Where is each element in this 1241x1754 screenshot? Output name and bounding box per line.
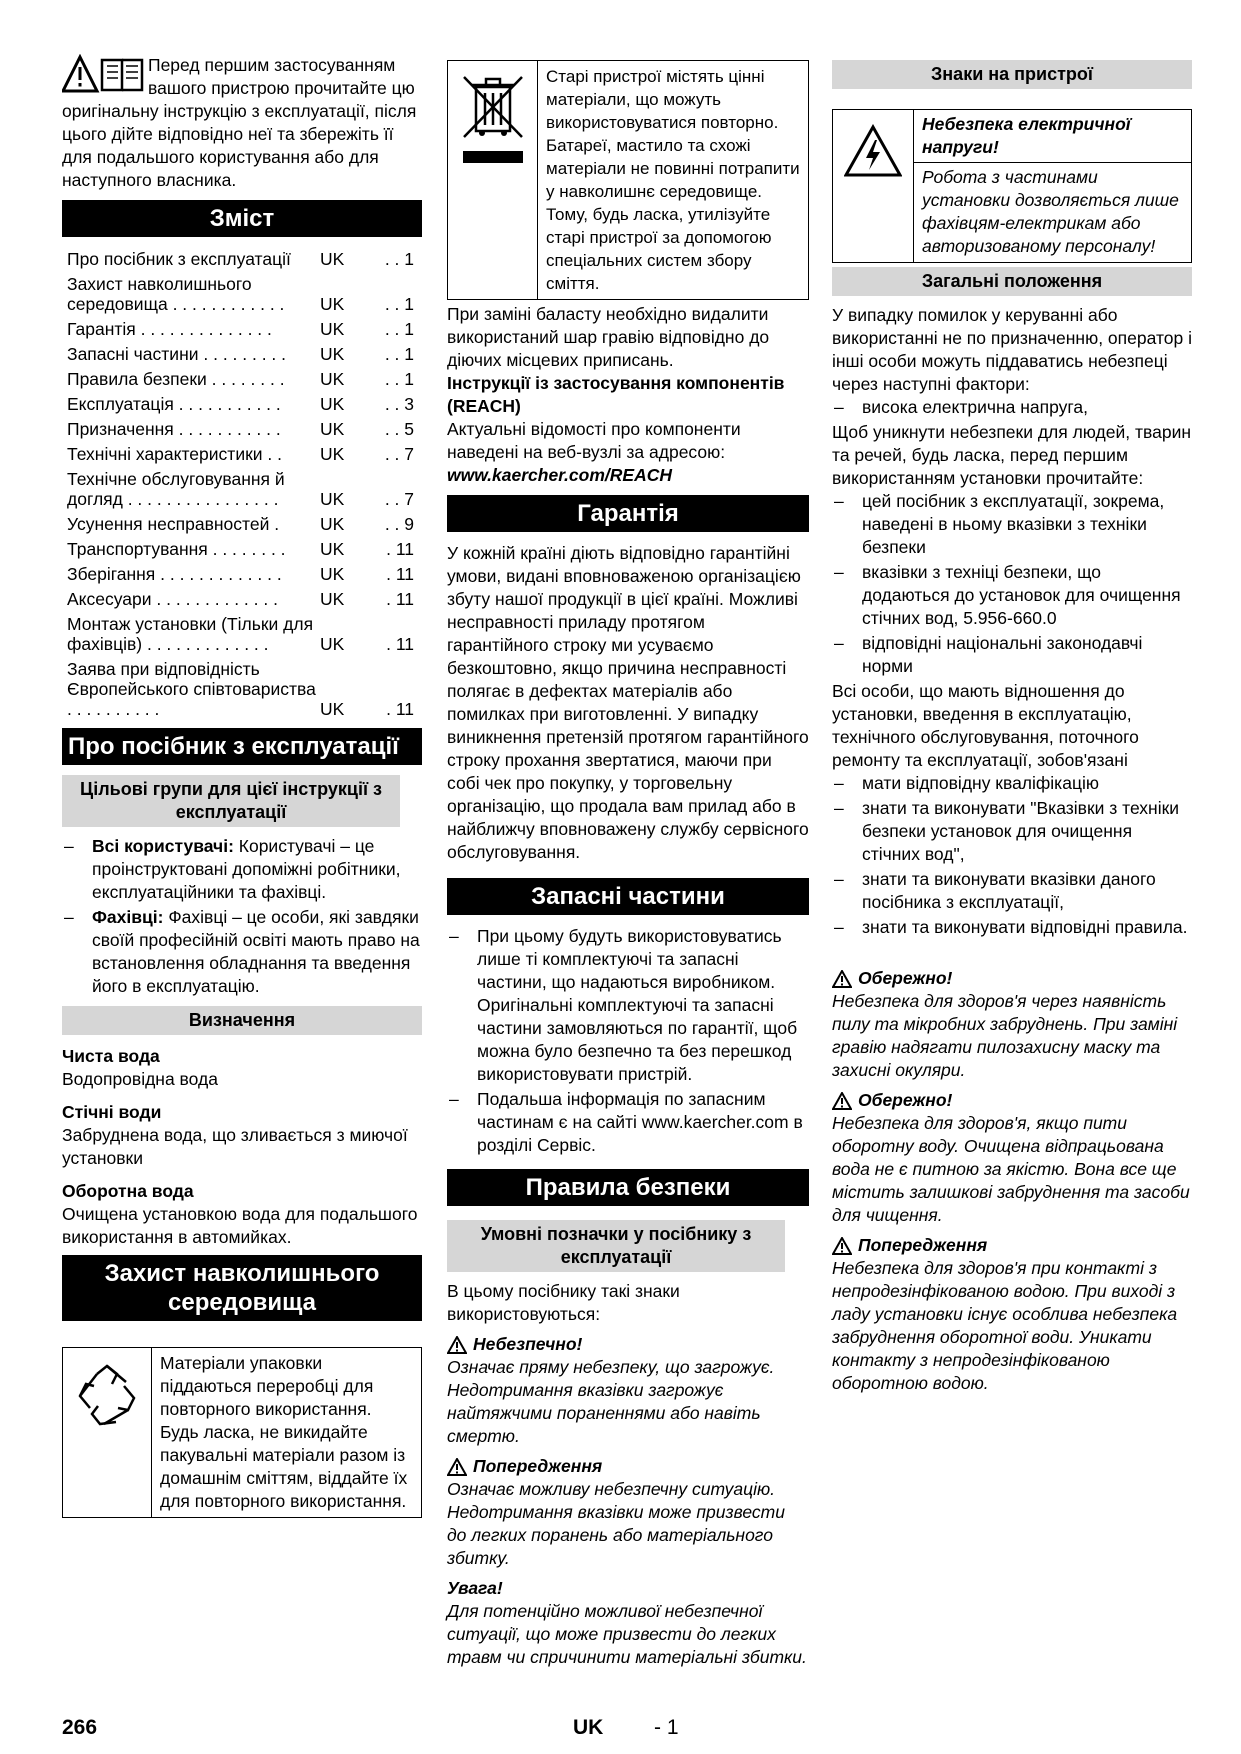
target-text: Користувачі – це проінструктовані допоміжні робітники, експлуатаційники та фахівці. xyxy=(92,836,401,902)
danger-text: Означає пряму небезпеку, що загрожує. Недотримання вказівки загрожує найтяжчими пораненнями або навіть смертю. xyxy=(447,1357,775,1446)
general-paragraph: У випадку помилок у керуванні або використанні не по призначенню, оператор і інші особи можуть піддаватись небезпеці через наступні фактори: xyxy=(832,305,1192,394)
toc-entry-page: . 11 xyxy=(386,564,414,584)
toc-row[interactable] xyxy=(62,512,422,537)
intro-text: Перед першим застосуванням вашого пристрою прочитайте цю оригінальну інструкцію з експлуатації, після цього дійте відповідно неї та збережіть її для подальшого користування або для наступного власника. xyxy=(62,55,417,190)
toc-entry-lang: UK xyxy=(320,699,345,719)
reach-text: Актуальні відомості про компоненти наведені на веб-вузлі за адресою: xyxy=(447,419,741,462)
definition-desc: Забруднена вода, що зливається з миючої установки xyxy=(62,1125,408,1168)
definition-desc: Водопровідна вода xyxy=(62,1069,218,1089)
column-middle xyxy=(447,52,809,1669)
toc-entry-lang: UK xyxy=(320,514,345,534)
list-item: – відповідні національні законодавчі норми xyxy=(832,632,1192,678)
toc-row[interactable] xyxy=(62,247,422,272)
caution2-text: Небезпека для здоров'я, якщо пити оборотну воду. Очищена відпрацьована вода не є питною за якістю. Вона все ще містить залишкові забруднення та засоби для чищення. xyxy=(832,1113,1190,1225)
list-item: – знати та виконувати вказівки даного посібника з експлуатації, xyxy=(832,868,1192,914)
toc-row[interactable] xyxy=(62,367,422,392)
toc-row[interactable] xyxy=(62,562,422,587)
list-item: – знати та виконувати відповідні правила. xyxy=(832,916,1192,939)
electric-hazard-title: Небезпека електричної напруги! xyxy=(922,114,1131,157)
toc-heading: Зміст xyxy=(62,200,422,237)
about-heading: Про посібник з експлуатації xyxy=(62,728,422,765)
toc-entry-name: Правила безпеки . . . . . . . . xyxy=(67,369,285,389)
danger-title xyxy=(447,1333,809,1356)
toc-entry-lang: UK xyxy=(320,319,345,339)
toc-entry-page: . 11 xyxy=(386,589,414,609)
warning3-text: Небезпека для здоров'я при контакті з непродезінфікованою водою. При виході з ладу установки існує особлива небезпека забруднення оборотної води. Уникати контакту з непродезінфікованою оборотною водою. xyxy=(832,1258,1178,1393)
column-right xyxy=(832,52,1192,1395)
table-of-contents xyxy=(62,247,422,722)
disposal-box xyxy=(447,60,809,300)
ballast-text: При заміні баласту необхідно видалити використаний шар гравію відповідно до діючих місцевих приписань. xyxy=(447,304,770,370)
toc-entry-page: . . 5 xyxy=(384,419,414,439)
reach-heading: Інструкції із застосування компонентів (REACH) xyxy=(447,373,785,416)
definition-term: Оборотна вода xyxy=(62,1181,194,1201)
recycling-box xyxy=(62,1347,422,1518)
list-item: – висока електрична напруга, xyxy=(832,396,1192,419)
caution2-title-text: Обережно! xyxy=(858,1090,953,1110)
toc-row[interactable] xyxy=(62,612,422,657)
definitions-heading: Визначення xyxy=(62,1006,422,1035)
toc-entry-name: Технічні характеристики . . xyxy=(67,444,282,464)
electric-hazard-box xyxy=(832,109,1192,263)
toc-entry-lang: UK xyxy=(320,394,345,414)
toc-entry-name: Гарантія . . . . . . . . . . . . . . xyxy=(67,319,272,339)
toc-entry-name: Заява при відповідність Європейського співтовариства . . . . . . . . . . xyxy=(67,659,316,719)
crossed-bin-icon xyxy=(458,71,528,171)
toc-entry-name: Запасні частини . . . . . . . . . xyxy=(67,344,287,364)
toc-entry-page: . 11 xyxy=(386,539,414,559)
list-item: – знати та виконувати "Вказівки з техніки безпеки установок для очищення стічних вод", xyxy=(832,797,1192,866)
warning-title xyxy=(447,1455,809,1478)
toc-entry-name: Аксесуари . . . . . . . . . . . . . xyxy=(67,589,278,609)
toc-row[interactable] xyxy=(62,317,422,342)
intro-note xyxy=(62,52,422,192)
warning-title-text: Попередження xyxy=(473,1456,603,1476)
warning-triangle-icon xyxy=(832,1092,852,1110)
electric-hazard-icon xyxy=(844,124,902,178)
device-signs-heading: Знаки на пристрої xyxy=(832,60,1192,89)
sub-page-number: - 1 xyxy=(654,1716,679,1739)
spare-parts-heading: Запасні частини xyxy=(447,878,809,915)
column-left xyxy=(62,52,422,1518)
list-item: – цей посібник з експлуатації, зокрема, наведені в ньому вказівки з техніки безпеки xyxy=(832,490,1192,559)
caution1-title-text: Обережно! xyxy=(858,968,953,988)
list-item: – При цьому будуть використовуватись лише ті комплектуючі та запасні частини, що надаються виробником. Оригінальні комплектуючі та запасні частини замовляються по гарантії, щоб можна було безпечно та без перешкод використовувати пристрій. xyxy=(447,925,809,1086)
recycle-icon xyxy=(72,1362,142,1432)
warranty-heading: Гарантія xyxy=(447,495,809,532)
safety-heading: Правила безпеки xyxy=(447,1169,809,1206)
toc-entry-lang: UK xyxy=(320,539,345,559)
toc-entry-name: Призначення . . . . . . . . . . . xyxy=(67,419,281,439)
page-footer xyxy=(62,1716,1192,1746)
toc-row[interactable] xyxy=(62,537,422,562)
toc-entry-name: Зберігання . . . . . . . . . . . . . xyxy=(67,564,282,584)
environment-heading: Захист навколишнього середовища xyxy=(62,1255,422,1321)
target-label: Всі користувачі: xyxy=(92,836,234,856)
warning3-title-text: Попередження xyxy=(858,1235,988,1255)
list-item: – мати відповідну кваліфікацію xyxy=(832,772,1192,795)
toc-row[interactable] xyxy=(62,417,422,442)
warning-triangle-icon xyxy=(447,1336,467,1354)
toc-entry-page: . . 7 xyxy=(384,489,414,509)
reach-url[interactable]: www.kaercher.com/REACH xyxy=(447,465,672,485)
caution2-title xyxy=(832,1089,1192,1112)
toc-entry-page: . . 1 xyxy=(384,344,414,364)
definition-term: Чиста вода xyxy=(62,1046,160,1066)
toc-entry-name: Захист навколишнього середовища . . . . . . . . . . . . xyxy=(67,274,285,314)
toc-row[interactable] xyxy=(62,342,422,367)
definition-term: Стічні води xyxy=(62,1102,162,1122)
toc-entry-page: . . 1 xyxy=(384,294,414,314)
toc-entry-lang: UK xyxy=(320,344,345,364)
general-paragraph: Щоб уникнути небезпеки для людей, тварин та речей, будь ласка, перед першим використанням установки прочитайте: xyxy=(832,422,1192,488)
target-text: Фахівці – це особи, які завдяки своїй професійній освіті мають право на встановлення обладнання та введення його в експлуатацію. xyxy=(92,907,420,996)
toc-entry-page: . . 7 xyxy=(384,444,414,464)
toc-row[interactable] xyxy=(62,392,422,417)
toc-entry-page: . . 3 xyxy=(384,394,414,414)
general-paragraph: Всі особи, що мають відношення до установки, введення в експлуатацію, технічного обслуговування, поточного ремонту та експлуатації, зобов'язані xyxy=(832,681,1139,770)
toc-entry-page: . . 9 xyxy=(384,514,414,534)
language-code: UK xyxy=(573,1716,604,1739)
toc-entry-name: Експлуатація . . . . . . . . . . . xyxy=(67,394,281,414)
warning-triangle-icon xyxy=(832,1237,852,1255)
caution1-text: Небезпека для здоров'я через наявність пилу та мікробних забруднень. При заміні гравію надягати пилозахисну маску та захисні окуляри. xyxy=(832,991,1178,1080)
toc-entry-name: Про посібник з експлуатації xyxy=(67,249,291,269)
electric-hazard-text: Робота з частинами установки дозволяється лише фахівцям-електрикам або авторизованому персоналу! xyxy=(922,167,1179,256)
toc-row[interactable] xyxy=(62,657,422,722)
list-item: – Подальша інформація по запасним частинам є на сайті www.kaercher.com в розділі Сервіс. xyxy=(447,1088,809,1157)
caution1-title xyxy=(832,967,1192,990)
toc-entry-name: Монтаж установки (Тільки для фахівців) . . . . . . . . . . . . . xyxy=(67,614,314,654)
toc-entry-lang: UK xyxy=(320,249,345,269)
list-item: – вказівки з техніці безпеки, що додаються до установок для очищення стічних вод, 5.956-660.0 xyxy=(832,561,1192,630)
warning3-title xyxy=(832,1234,1192,1257)
toc-entry-lang: UK xyxy=(320,369,345,389)
list-item-all-users xyxy=(62,835,422,904)
caution-text: Для потенційно можливої небезпечної ситуації, що може призвести до легких травм чи спричинити матеріальні збитки. xyxy=(447,1601,807,1667)
warning-book-icon xyxy=(62,54,146,94)
toc-entry-lang: UK xyxy=(320,444,345,464)
target-label: Фахівці: xyxy=(92,907,164,927)
warning-triangle-icon xyxy=(447,1458,467,1476)
toc-entry-name: Транспортування . . . . . . . . xyxy=(67,539,286,559)
warning-triangle-icon xyxy=(832,970,852,988)
toc-entry-lang: UK xyxy=(320,589,345,609)
toc-row[interactable] xyxy=(62,272,422,317)
toc-entry-name: Технічне обслуговування й догляд . . . . . . . . . . . . . . . . xyxy=(67,469,285,509)
toc-row[interactable] xyxy=(62,587,422,612)
toc-entry-page: . 11 xyxy=(386,699,414,719)
page-number: 266 xyxy=(62,1716,98,1739)
toc-entry-page: . . 1 xyxy=(384,319,414,339)
toc-entry-lang: UK xyxy=(320,634,345,654)
toc-entry-lang: UK xyxy=(320,294,345,314)
danger-title-text: Небезпечно! xyxy=(473,1334,583,1354)
definition-desc: Очищена установкою вода для подальшого використання в автомийках. xyxy=(62,1204,418,1247)
disposal-text: Старі пристрої містять цінні матеріали, що можуть використовуватися повторно. Батареї, мастило та схожі матеріали не повинні потрапити у навколишнє середовище. Тому, будь ласка, утилізуйте старі пристрої за допомогою спеціальних систем збору сміття. xyxy=(546,67,800,293)
caution-title: Увага! xyxy=(447,1578,503,1598)
toc-entry-page: . . 1 xyxy=(384,369,414,389)
toc-entry-lang: UK xyxy=(320,489,345,509)
target-groups-heading: Цільові групи для цієї інструкції з експлуатації xyxy=(62,775,400,827)
recycling-text: Матеріали упаковки піддаються переробці для повторного використання. Будь ласка, не викидайте пакувальні матеріали разом із домашнім сміттям, віддайте їх для повторного використання. xyxy=(160,1353,408,1511)
toc-row[interactable] xyxy=(62,442,422,467)
symbols-heading: Умовні позначки у посібнику з експлуатації xyxy=(447,1220,785,1272)
toc-entry-name: Усунення несправностей . xyxy=(67,514,280,534)
toc-row[interactable] xyxy=(62,467,422,512)
warranty-text: У кожній країні діють відповідно гарантійні умови, видані вповноваженою організацією збуту нашої продукції в цієї країні. Можливі несправності приладу протягом гарантійного строку ми усуваємо безкоштовно, якщо причина несправності полягає в дефектах матеріалів або помилках при виготовленні. У випадку виникнення претензій протягом гарантійного строку прохання звертатися, маючи при собі чек про покупку, у торговельну організацію, що продала вам прилад або в найближчу вповноважену службу сервісного обслуговування. xyxy=(447,543,809,862)
toc-entry-lang: UK xyxy=(320,419,345,439)
symbols-intro: В цьому посібнику такі знаки використовуються: xyxy=(447,1281,680,1324)
list-item-specialists xyxy=(62,906,422,998)
toc-entry-page: . 11 xyxy=(386,634,414,654)
toc-entry-lang: UK xyxy=(320,564,345,584)
warning-text: Означає можливу небезпечну ситуацію. Недотримання вказівки може призвести до легких поранень або матеріального збитку. xyxy=(447,1479,785,1568)
general-heading: Загальні положення xyxy=(832,267,1192,296)
toc-entry-page: . . 1 xyxy=(384,249,414,269)
